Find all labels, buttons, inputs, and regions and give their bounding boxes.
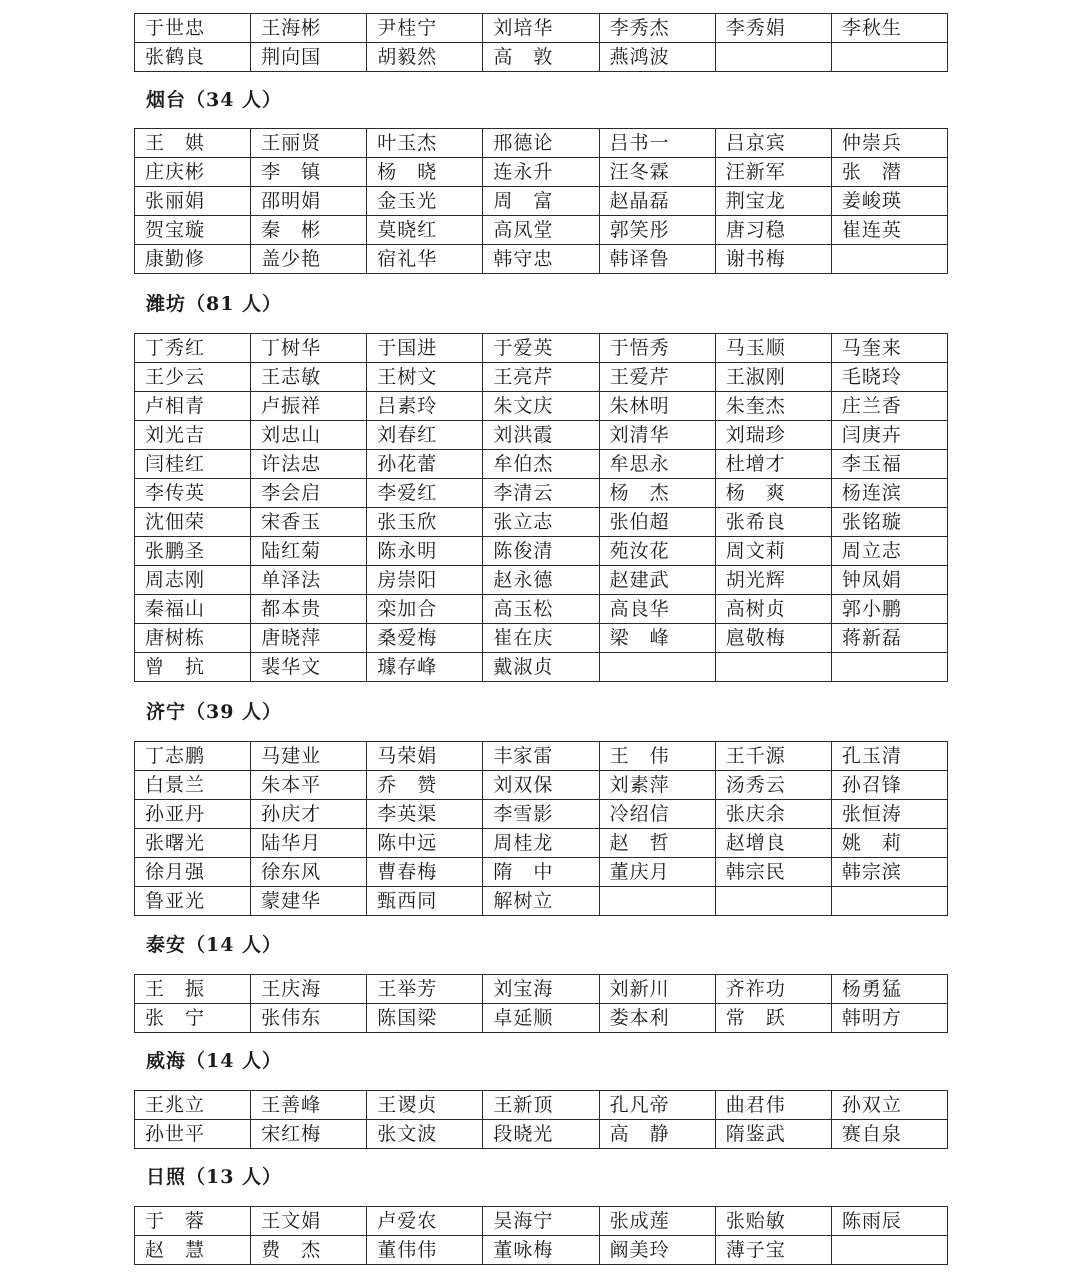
table-row xyxy=(135,245,948,274)
name-cell: 白景兰 xyxy=(135,771,251,800)
name-cell: 丰家雷 xyxy=(483,742,599,771)
empty-cell xyxy=(715,653,831,682)
name-cell: 韩守忠 xyxy=(483,245,599,274)
table-row xyxy=(135,129,948,158)
table-row xyxy=(135,450,948,479)
name-cell: 甄西同 xyxy=(367,887,483,916)
name-cell: 丁秀红 xyxy=(135,334,251,363)
name-cell: 张丽娟 xyxy=(135,187,251,216)
name-cell: 刘清华 xyxy=(599,421,715,450)
name-cell: 许法忠 xyxy=(251,450,367,479)
name-cell: 韩宗民 xyxy=(715,858,831,887)
name-cell: 吕书一 xyxy=(599,129,715,158)
name-cell: 张玉欣 xyxy=(367,508,483,537)
name-cell: 贺宝璇 xyxy=(135,216,251,245)
name-cell: 张立志 xyxy=(483,508,599,537)
name-cell: 莫晓红 xyxy=(367,216,483,245)
table-row xyxy=(135,1120,948,1149)
name-cell: 王兆立 xyxy=(135,1091,251,1120)
table-row xyxy=(135,187,948,216)
table-row xyxy=(135,392,948,421)
name-cell: 于世忠 xyxy=(135,14,251,43)
name-cell: 朱本平 xyxy=(251,771,367,800)
name-cell: 李传英 xyxy=(135,479,251,508)
name-cell: 王淑刚 xyxy=(715,363,831,392)
name-cell: 乔 赞 xyxy=(367,771,483,800)
name-cell: 单泽法 xyxy=(251,566,367,595)
name-cell: 刘素萍 xyxy=(599,771,715,800)
name-cell: 燕鸿波 xyxy=(599,43,715,72)
name-cell: 盖少艳 xyxy=(251,245,367,274)
name-cell: 杨 爽 xyxy=(715,479,831,508)
name-cell: 刘双保 xyxy=(483,771,599,800)
name-cell: 陆红菊 xyxy=(251,537,367,566)
name-cell: 崔在庆 xyxy=(483,624,599,653)
name-cell: 鲁亚光 xyxy=(135,887,251,916)
name-cell: 张 宁 xyxy=(135,1004,251,1033)
table-row xyxy=(135,479,948,508)
name-cell: 齐祚功 xyxy=(715,975,831,1004)
name-cell: 丁志鹏 xyxy=(135,742,251,771)
name-cell: 李秀娟 xyxy=(715,14,831,43)
name-cell: 杜增才 xyxy=(715,450,831,479)
table-row xyxy=(135,829,948,858)
name-cell: 杨 晓 xyxy=(367,158,483,187)
name-cell: 高 静 xyxy=(599,1120,715,1149)
name-cell: 周文莉 xyxy=(715,537,831,566)
empty-cell xyxy=(831,653,947,682)
name-cell: 吴海宁 xyxy=(483,1207,599,1236)
name-cell: 费 杰 xyxy=(251,1236,367,1265)
name-cell: 毛晓玲 xyxy=(831,363,947,392)
name-cell: 孙亚丹 xyxy=(135,800,251,829)
name-cell: 张恒涛 xyxy=(831,800,947,829)
name-cell: 闫庚卉 xyxy=(831,421,947,450)
name-cell: 钟凤娟 xyxy=(831,566,947,595)
name-cell: 冷绍信 xyxy=(599,800,715,829)
name-cell: 郭小鹏 xyxy=(831,595,947,624)
name-cell: 阚美玲 xyxy=(599,1236,715,1265)
table-row xyxy=(135,334,948,363)
name-cell: 孙花蕾 xyxy=(367,450,483,479)
name-cell: 唐晓萍 xyxy=(251,624,367,653)
name-cell: 刘洪霞 xyxy=(483,421,599,450)
name-cell: 吕素玲 xyxy=(367,392,483,421)
name-cell: 薄子宝 xyxy=(715,1236,831,1265)
name-cell: 桑爱梅 xyxy=(367,624,483,653)
name-cell: 陈永明 xyxy=(367,537,483,566)
name-cell: 董伟伟 xyxy=(367,1236,483,1265)
name-cell: 曹春梅 xyxy=(367,858,483,887)
name-cell: 汪新军 xyxy=(715,158,831,187)
name-cell: 杨勇猛 xyxy=(831,975,947,1004)
names-table xyxy=(134,13,948,72)
name-cell: 刘瑞珍 xyxy=(715,421,831,450)
name-cell: 丁树华 xyxy=(251,334,367,363)
name-cell: 王海彬 xyxy=(251,14,367,43)
name-cell: 仲崇兵 xyxy=(831,129,947,158)
name-cell: 王 伟 xyxy=(599,742,715,771)
names-table xyxy=(134,1206,948,1265)
name-cell: 刘光吉 xyxy=(135,421,251,450)
name-cell: 刘培华 xyxy=(483,14,599,43)
section-heading: 泰安（14 人） xyxy=(146,934,283,956)
table-row xyxy=(135,595,948,624)
name-cell: 赵建武 xyxy=(599,566,715,595)
table-row xyxy=(135,858,948,887)
name-cell: 王 娸 xyxy=(135,129,251,158)
name-cell: 蒋新磊 xyxy=(831,624,947,653)
name-cell: 唐树栋 xyxy=(135,624,251,653)
name-cell: 陈雨辰 xyxy=(831,1207,947,1236)
name-cell: 张鹤良 xyxy=(135,43,251,72)
name-cell: 王庆海 xyxy=(251,975,367,1004)
name-cell: 都本贵 xyxy=(251,595,367,624)
table-row xyxy=(135,800,948,829)
name-cell: 孙庆才 xyxy=(251,800,367,829)
name-cell: 康勤修 xyxy=(135,245,251,274)
name-cell: 隋 中 xyxy=(483,858,599,887)
name-cell: 栾加合 xyxy=(367,595,483,624)
table-row xyxy=(135,363,948,392)
name-cell: 朱奎杰 xyxy=(715,392,831,421)
name-cell: 庄兰香 xyxy=(831,392,947,421)
name-cell: 张伟东 xyxy=(251,1004,367,1033)
name-cell: 杨连滨 xyxy=(831,479,947,508)
name-cell: 段晓光 xyxy=(483,1120,599,1149)
name-cell: 李英渠 xyxy=(367,800,483,829)
table-row xyxy=(135,771,948,800)
empty-cell xyxy=(831,245,947,274)
name-cell: 于悟秀 xyxy=(599,334,715,363)
name-cell: 汤秀云 xyxy=(715,771,831,800)
section-heading: 烟台（34 人） xyxy=(146,89,283,111)
name-cell: 韩宗滨 xyxy=(831,858,947,887)
name-cell: 解树立 xyxy=(483,887,599,916)
name-cell: 胡毅然 xyxy=(367,43,483,72)
name-cell: 汪冬霖 xyxy=(599,158,715,187)
names-table xyxy=(134,333,948,682)
name-cell: 赵 哲 xyxy=(599,829,715,858)
name-cell: 朱林明 xyxy=(599,392,715,421)
table-row xyxy=(135,158,948,187)
name-cell: 秦福山 xyxy=(135,595,251,624)
name-cell: 刘忠山 xyxy=(251,421,367,450)
name-cell: 尹桂宁 xyxy=(367,14,483,43)
name-cell: 孙召锋 xyxy=(831,771,947,800)
name-cell: 朱文庆 xyxy=(483,392,599,421)
name-cell: 周志刚 xyxy=(135,566,251,595)
name-cell: 周桂龙 xyxy=(483,829,599,858)
name-cell: 沈佃荣 xyxy=(135,508,251,537)
name-cell: 姜峻瑛 xyxy=(831,187,947,216)
name-cell: 姚 莉 xyxy=(831,829,947,858)
name-cell: 王少云 xyxy=(135,363,251,392)
name-cell: 陆华月 xyxy=(251,829,367,858)
name-cell: 马建业 xyxy=(251,742,367,771)
name-cell: 王千源 xyxy=(715,742,831,771)
name-cell: 王新顶 xyxy=(483,1091,599,1120)
name-cell: 郭笑彤 xyxy=(599,216,715,245)
table-row xyxy=(135,1207,948,1236)
name-cell: 刘新川 xyxy=(599,975,715,1004)
name-cell: 王树文 xyxy=(367,363,483,392)
name-cell: 高树贞 xyxy=(715,595,831,624)
name-cell: 李会启 xyxy=(251,479,367,508)
table-row xyxy=(135,1091,948,1120)
name-cell: 吕京宾 xyxy=(715,129,831,158)
name-cell: 李 镇 xyxy=(251,158,367,187)
name-cell: 常 跃 xyxy=(715,1004,831,1033)
name-cell: 李秋生 xyxy=(831,14,947,43)
name-cell: 孙双立 xyxy=(831,1091,947,1120)
name-cell: 马玉顺 xyxy=(715,334,831,363)
name-cell: 王举芳 xyxy=(367,975,483,1004)
name-cell: 娄本利 xyxy=(599,1004,715,1033)
name-cell: 赵增良 xyxy=(715,829,831,858)
name-cell: 邢德论 xyxy=(483,129,599,158)
name-cell: 张文波 xyxy=(367,1120,483,1149)
name-cell: 金玉光 xyxy=(367,187,483,216)
table-row xyxy=(135,975,948,1004)
name-cell: 徐月强 xyxy=(135,858,251,887)
table-row xyxy=(135,1236,948,1265)
name-cell: 李玉福 xyxy=(831,450,947,479)
name-cell: 秦 彬 xyxy=(251,216,367,245)
name-cell: 董咏梅 xyxy=(483,1236,599,1265)
name-cell: 周立志 xyxy=(831,537,947,566)
name-cell: 王丽贤 xyxy=(251,129,367,158)
name-cell: 戴淑贞 xyxy=(483,653,599,682)
name-cell: 于 蓉 xyxy=(135,1207,251,1236)
name-cell: 梁 峰 xyxy=(599,624,715,653)
name-cell: 宋香玉 xyxy=(251,508,367,537)
name-cell: 董庆月 xyxy=(599,858,715,887)
name-cell: 苑汝花 xyxy=(599,537,715,566)
name-cell: 徐东风 xyxy=(251,858,367,887)
name-cell: 谢书梅 xyxy=(715,245,831,274)
name-cell: 张伯超 xyxy=(599,508,715,537)
name-cell: 荆向国 xyxy=(251,43,367,72)
table-row xyxy=(135,566,948,595)
name-cell: 韩译鲁 xyxy=(599,245,715,274)
table-row xyxy=(135,653,948,682)
name-cell: 牟伯杰 xyxy=(483,450,599,479)
empty-cell xyxy=(831,1236,947,1265)
name-cell: 扈敬梅 xyxy=(715,624,831,653)
names-table xyxy=(134,974,948,1033)
name-cell: 马奎来 xyxy=(831,334,947,363)
name-cell: 张鹏圣 xyxy=(135,537,251,566)
table-row xyxy=(135,624,948,653)
name-cell: 曲君伟 xyxy=(715,1091,831,1120)
name-cell: 璩存峰 xyxy=(367,653,483,682)
name-cell: 隋鉴武 xyxy=(715,1120,831,1149)
name-cell: 周 富 xyxy=(483,187,599,216)
name-cell: 张贻敏 xyxy=(715,1207,831,1236)
name-cell: 卢振祥 xyxy=(251,392,367,421)
name-cell: 卢爱农 xyxy=(367,1207,483,1236)
name-cell: 房崇阳 xyxy=(367,566,483,595)
name-cell: 孔玉清 xyxy=(831,742,947,771)
name-cell: 王亮芹 xyxy=(483,363,599,392)
name-cell: 张铭璇 xyxy=(831,508,947,537)
name-cell: 陈中远 xyxy=(367,829,483,858)
name-cell: 王志敏 xyxy=(251,363,367,392)
name-cell: 于国进 xyxy=(367,334,483,363)
name-cell: 张成莲 xyxy=(599,1207,715,1236)
empty-cell xyxy=(715,43,831,72)
name-cell: 韩明方 xyxy=(831,1004,947,1033)
name-cell: 刘春红 xyxy=(367,421,483,450)
name-cell: 王善峰 xyxy=(251,1091,367,1120)
name-cell: 王 振 xyxy=(135,975,251,1004)
name-cell: 庄庆彬 xyxy=(135,158,251,187)
name-cell: 宿礼华 xyxy=(367,245,483,274)
section-heading: 潍坊（81 人） xyxy=(146,293,283,315)
name-cell: 闫桂红 xyxy=(135,450,251,479)
name-cell: 孔凡帝 xyxy=(599,1091,715,1120)
name-cell: 牟思永 xyxy=(599,450,715,479)
name-cell: 孙世平 xyxy=(135,1120,251,1149)
name-cell: 蒙建华 xyxy=(251,887,367,916)
names-table xyxy=(134,128,948,274)
name-cell: 崔连英 xyxy=(831,216,947,245)
empty-cell xyxy=(831,887,947,916)
name-cell: 卓延顺 xyxy=(483,1004,599,1033)
name-cell: 宋红梅 xyxy=(251,1120,367,1149)
name-cell: 张希良 xyxy=(715,508,831,537)
name-cell: 王文娟 xyxy=(251,1207,367,1236)
table-row xyxy=(135,887,948,916)
name-cell: 赛自泉 xyxy=(831,1120,947,1149)
table-row xyxy=(135,43,948,72)
name-cell: 连永升 xyxy=(483,158,599,187)
empty-cell xyxy=(715,887,831,916)
empty-cell xyxy=(831,43,947,72)
name-cell: 王爱芹 xyxy=(599,363,715,392)
name-cell: 刘宝海 xyxy=(483,975,599,1004)
name-cell: 张 潜 xyxy=(831,158,947,187)
empty-cell xyxy=(599,887,715,916)
name-cell: 马荣娟 xyxy=(367,742,483,771)
name-cell: 高良华 xyxy=(599,595,715,624)
name-cell: 裴华文 xyxy=(251,653,367,682)
name-cell: 胡光辉 xyxy=(715,566,831,595)
names-table xyxy=(134,741,948,916)
name-cell: 张曙光 xyxy=(135,829,251,858)
name-cell: 叶玉杰 xyxy=(367,129,483,158)
empty-cell xyxy=(599,653,715,682)
name-cell: 荆宝龙 xyxy=(715,187,831,216)
name-cell: 赵永德 xyxy=(483,566,599,595)
name-cell: 卢相青 xyxy=(135,392,251,421)
name-cell: 曾 抗 xyxy=(135,653,251,682)
table-row xyxy=(135,508,948,537)
table-row xyxy=(135,537,948,566)
name-cell: 杨 杰 xyxy=(599,479,715,508)
name-cell: 高凤堂 xyxy=(483,216,599,245)
name-cell: 王谡贞 xyxy=(367,1091,483,1120)
name-cell: 赵 慧 xyxy=(135,1236,251,1265)
name-cell: 李秀杰 xyxy=(599,14,715,43)
name-cell: 陈俊清 xyxy=(483,537,599,566)
table-row xyxy=(135,742,948,771)
name-cell: 高玉松 xyxy=(483,595,599,624)
section-heading: 济宁（39 人） xyxy=(146,701,283,723)
name-cell: 赵晶磊 xyxy=(599,187,715,216)
name-cell: 张庆余 xyxy=(715,800,831,829)
name-cell: 李雪影 xyxy=(483,800,599,829)
name-cell: 高 敦 xyxy=(483,43,599,72)
table-row xyxy=(135,421,948,450)
table-row xyxy=(135,1004,948,1033)
name-cell: 于爱英 xyxy=(483,334,599,363)
section-heading: 日照（13 人） xyxy=(146,1166,283,1188)
name-cell: 李清云 xyxy=(483,479,599,508)
section-heading: 威海（14 人） xyxy=(146,1050,283,1072)
table-row xyxy=(135,14,948,43)
name-cell: 唐习稳 xyxy=(715,216,831,245)
name-cell: 陈国梁 xyxy=(367,1004,483,1033)
name-cell: 李爱红 xyxy=(367,479,483,508)
table-row xyxy=(135,216,948,245)
name-cell: 邵明娟 xyxy=(251,187,367,216)
names-table xyxy=(134,1090,948,1149)
